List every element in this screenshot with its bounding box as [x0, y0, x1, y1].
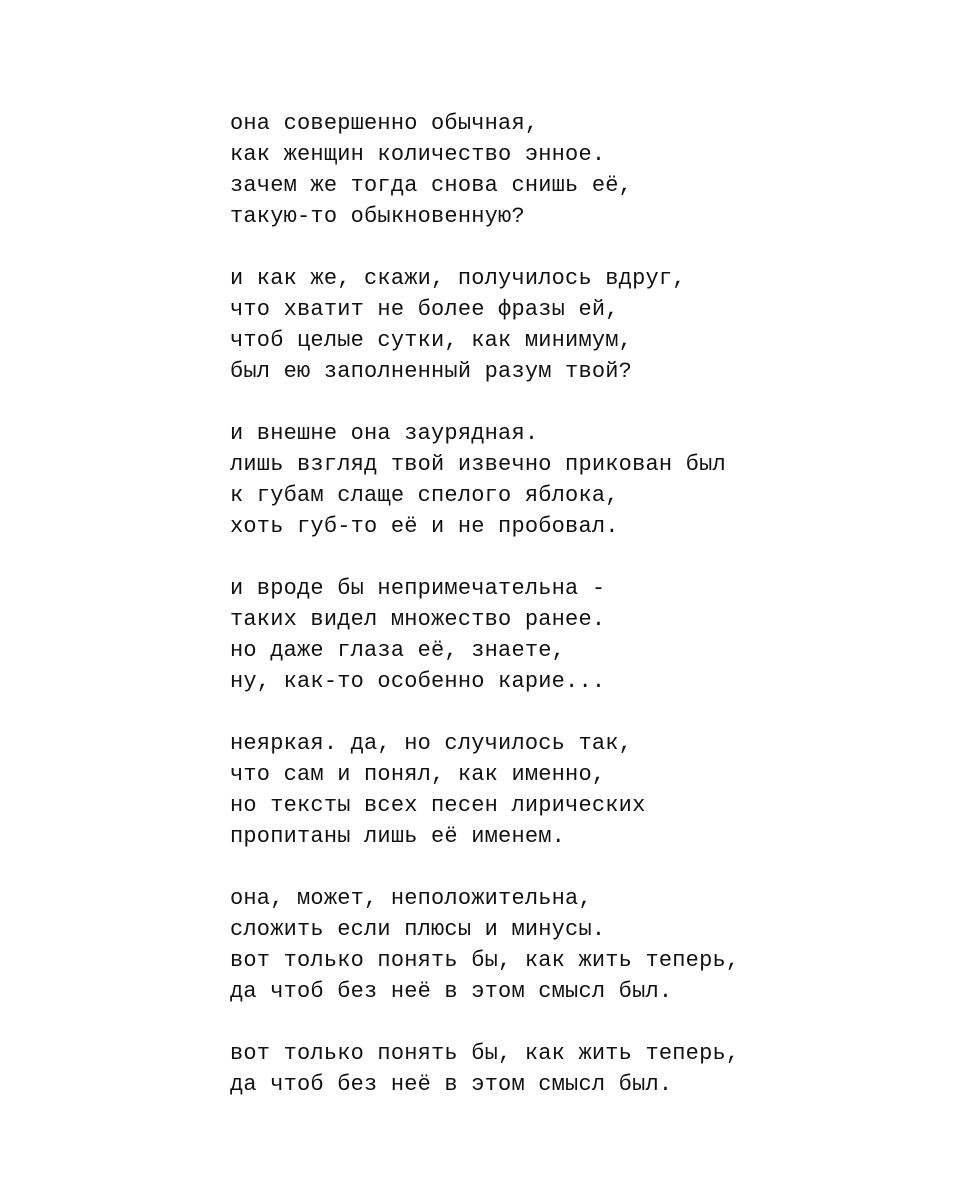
poem-text: [230, 108, 930, 1131]
poem-line: вот только понять бы, как жить теперь,: [230, 1041, 740, 1066]
poem-line: хоть губ-то её и не пробовал.: [230, 514, 619, 539]
poem-line: чтоб целые сутки, как минимум,: [230, 328, 633, 353]
poem-line: лишь взгляд твой извечно прикован был: [230, 452, 726, 477]
stanza-3: [230, 418, 930, 542]
poem-line: да чтоб без неё в этом смысл был.: [230, 1072, 673, 1097]
poem-line: неяркая. да, но случилось так,: [230, 731, 633, 756]
poem-line: ну, как-то особенно карие...: [230, 669, 606, 694]
poem-line: был ею заполненный разум твой?: [230, 359, 633, 384]
poem-line: но тексты всех песен лирических: [230, 793, 646, 818]
poem-line: к губам слаще спелого яблока,: [230, 483, 619, 508]
poem-line: но даже глаза её, знаете,: [230, 638, 566, 663]
poem-line: и внешне она заурядная.: [230, 421, 539, 446]
poem-line: она совершенно обычная,: [230, 111, 539, 136]
poem-line: сложить если плюсы и минусы.: [230, 917, 606, 942]
poem-line: что сам и понял, как именно,: [230, 762, 606, 787]
poem-line: вот только понять бы, как жить теперь,: [230, 948, 740, 973]
stanza-6: [230, 883, 930, 1007]
stanza-2: [230, 263, 930, 387]
stanza-7: [230, 1038, 930, 1100]
poem-line: зачем же тогда снова снишь её,: [230, 173, 633, 198]
poem-line: такую-то обыкновенную?: [230, 204, 525, 229]
poem-line: и как же, скажи, получилось вдруг,: [230, 266, 686, 291]
poem-line: она, может, неположительна,: [230, 886, 592, 911]
poem-line: таких видел множество ранее.: [230, 607, 606, 632]
poem-line: пропитаны лишь её именем.: [230, 824, 566, 849]
poem-line: да чтоб без неё в этом смысл был.: [230, 979, 673, 1004]
stanza-1: [230, 108, 930, 232]
poem-line: что хватит не более фразы ей,: [230, 297, 619, 322]
stanza-5: [230, 728, 930, 852]
stanza-4: [230, 573, 930, 697]
poem-line: и вроде бы непримечательна -: [230, 576, 606, 601]
poem-line: как женщин количество энное.: [230, 142, 606, 167]
